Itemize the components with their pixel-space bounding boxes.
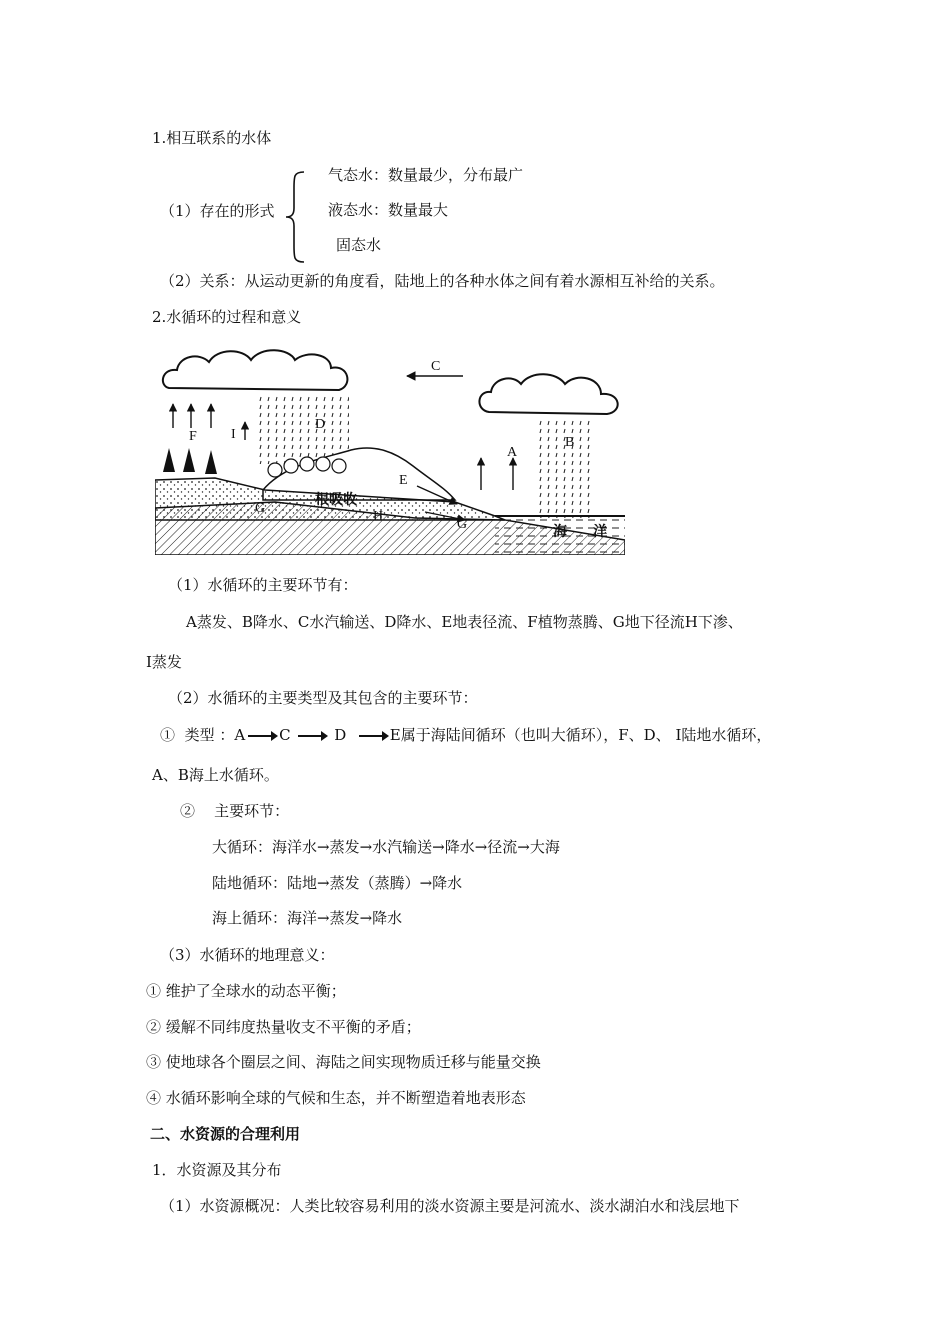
significance-2: ② 缓解不同纬度热量收支不平衡的矛盾；: [146, 1018, 421, 1036]
links-number: ②: [180, 802, 196, 820]
cycle-land: 陆地循环：陆地→蒸发（蒸腾）→降水: [212, 874, 463, 892]
type-c: C: [279, 726, 291, 744]
cloud-left: [163, 350, 348, 390]
label-e: E: [399, 473, 408, 488]
type-d: D: [334, 726, 347, 744]
label-a: A: [507, 445, 518, 460]
main-links-line1: A蒸发、B降水、C水汽输送、D降水、E地表径流、F植物蒸腾、G地下径流H下渗、: [186, 613, 743, 631]
arrow-right-icon: [248, 735, 276, 737]
type-number: ①: [160, 726, 176, 744]
cycle-big: 大循环：海洋水→蒸发→水汽输送→降水→径流→大海: [212, 838, 560, 856]
overview-text: （1）水资源概况：人类比较容易利用的淡水资源主要是河流水、淡水湖泊水和浅层地下: [160, 1197, 740, 1215]
cloud-right: [479, 374, 617, 414]
brace-icon: [284, 170, 306, 264]
form-liquid: 液态水：数量最大: [328, 201, 449, 219]
section-heading-water-bodies: 1.相互联系的水体: [152, 129, 272, 147]
label-i: I: [231, 427, 236, 442]
significance-1: ① 维护了全球水的动态平衡；: [146, 982, 346, 1000]
relation-text: （2）关系：从运动更新的角度看，陆地上的各种水体之间有着水源相互补给的关系。: [160, 272, 725, 290]
label-g-left: G: [255, 501, 266, 516]
water-cycle-diagram: [155, 340, 625, 555]
forms-label: （1）存在的形式: [160, 202, 275, 220]
label-f: F: [189, 429, 197, 444]
links-label: 主要环节：: [214, 802, 290, 820]
type-label: 类型 ：A: [184, 726, 246, 744]
arrow-right-icon: [359, 735, 387, 737]
significance-4: ④ 水循环影响全球的气候和生态，并不断塑造着地表形态: [146, 1089, 526, 1107]
significance-3: ③ 使地球各个圈层之间、海陆之间实现物质迁移与能量交换: [146, 1053, 541, 1071]
sea-label-1: 海: [553, 524, 567, 540]
subheading-distribution: 1．水资源及其分布: [152, 1161, 282, 1179]
significance-title: （3）水循环的地理意义：: [160, 946, 335, 964]
label-g-right: G: [457, 517, 468, 532]
cycle-sea: 海上循环：海洋→蒸发→降水: [212, 909, 403, 927]
label-b: B: [565, 435, 575, 450]
links-line: [180, 801, 289, 821]
type-rest: E属于海陆间循环（也叫大循环），F、D、 I陆地水循环，: [389, 726, 772, 744]
label-h: H: [373, 509, 384, 524]
section-heading-water-cycle: 2.水循环的过程和意义: [152, 308, 302, 326]
section-heading-water-resources: 二、水资源的合理利用: [150, 1125, 301, 1143]
types-title: （2）水循环的主要类型及其包含的主要环节：: [168, 689, 478, 707]
arrow-right-icon: [298, 735, 326, 737]
type-line: [160, 725, 771, 745]
sea-label-2: 洋: [593, 524, 607, 540]
label-d: D: [315, 417, 326, 432]
label-c: C: [431, 359, 441, 374]
main-links-title: （1）水循环的主要环节有：: [168, 576, 358, 594]
type-line2: A、B海上水循环。: [152, 766, 279, 784]
main-links-line2: I蒸发: [146, 653, 182, 671]
root-label: 根吸收: [315, 492, 357, 508]
form-solid: 固态水: [336, 236, 382, 254]
form-gas: 气态水：数量最少，分布最广: [328, 166, 524, 184]
